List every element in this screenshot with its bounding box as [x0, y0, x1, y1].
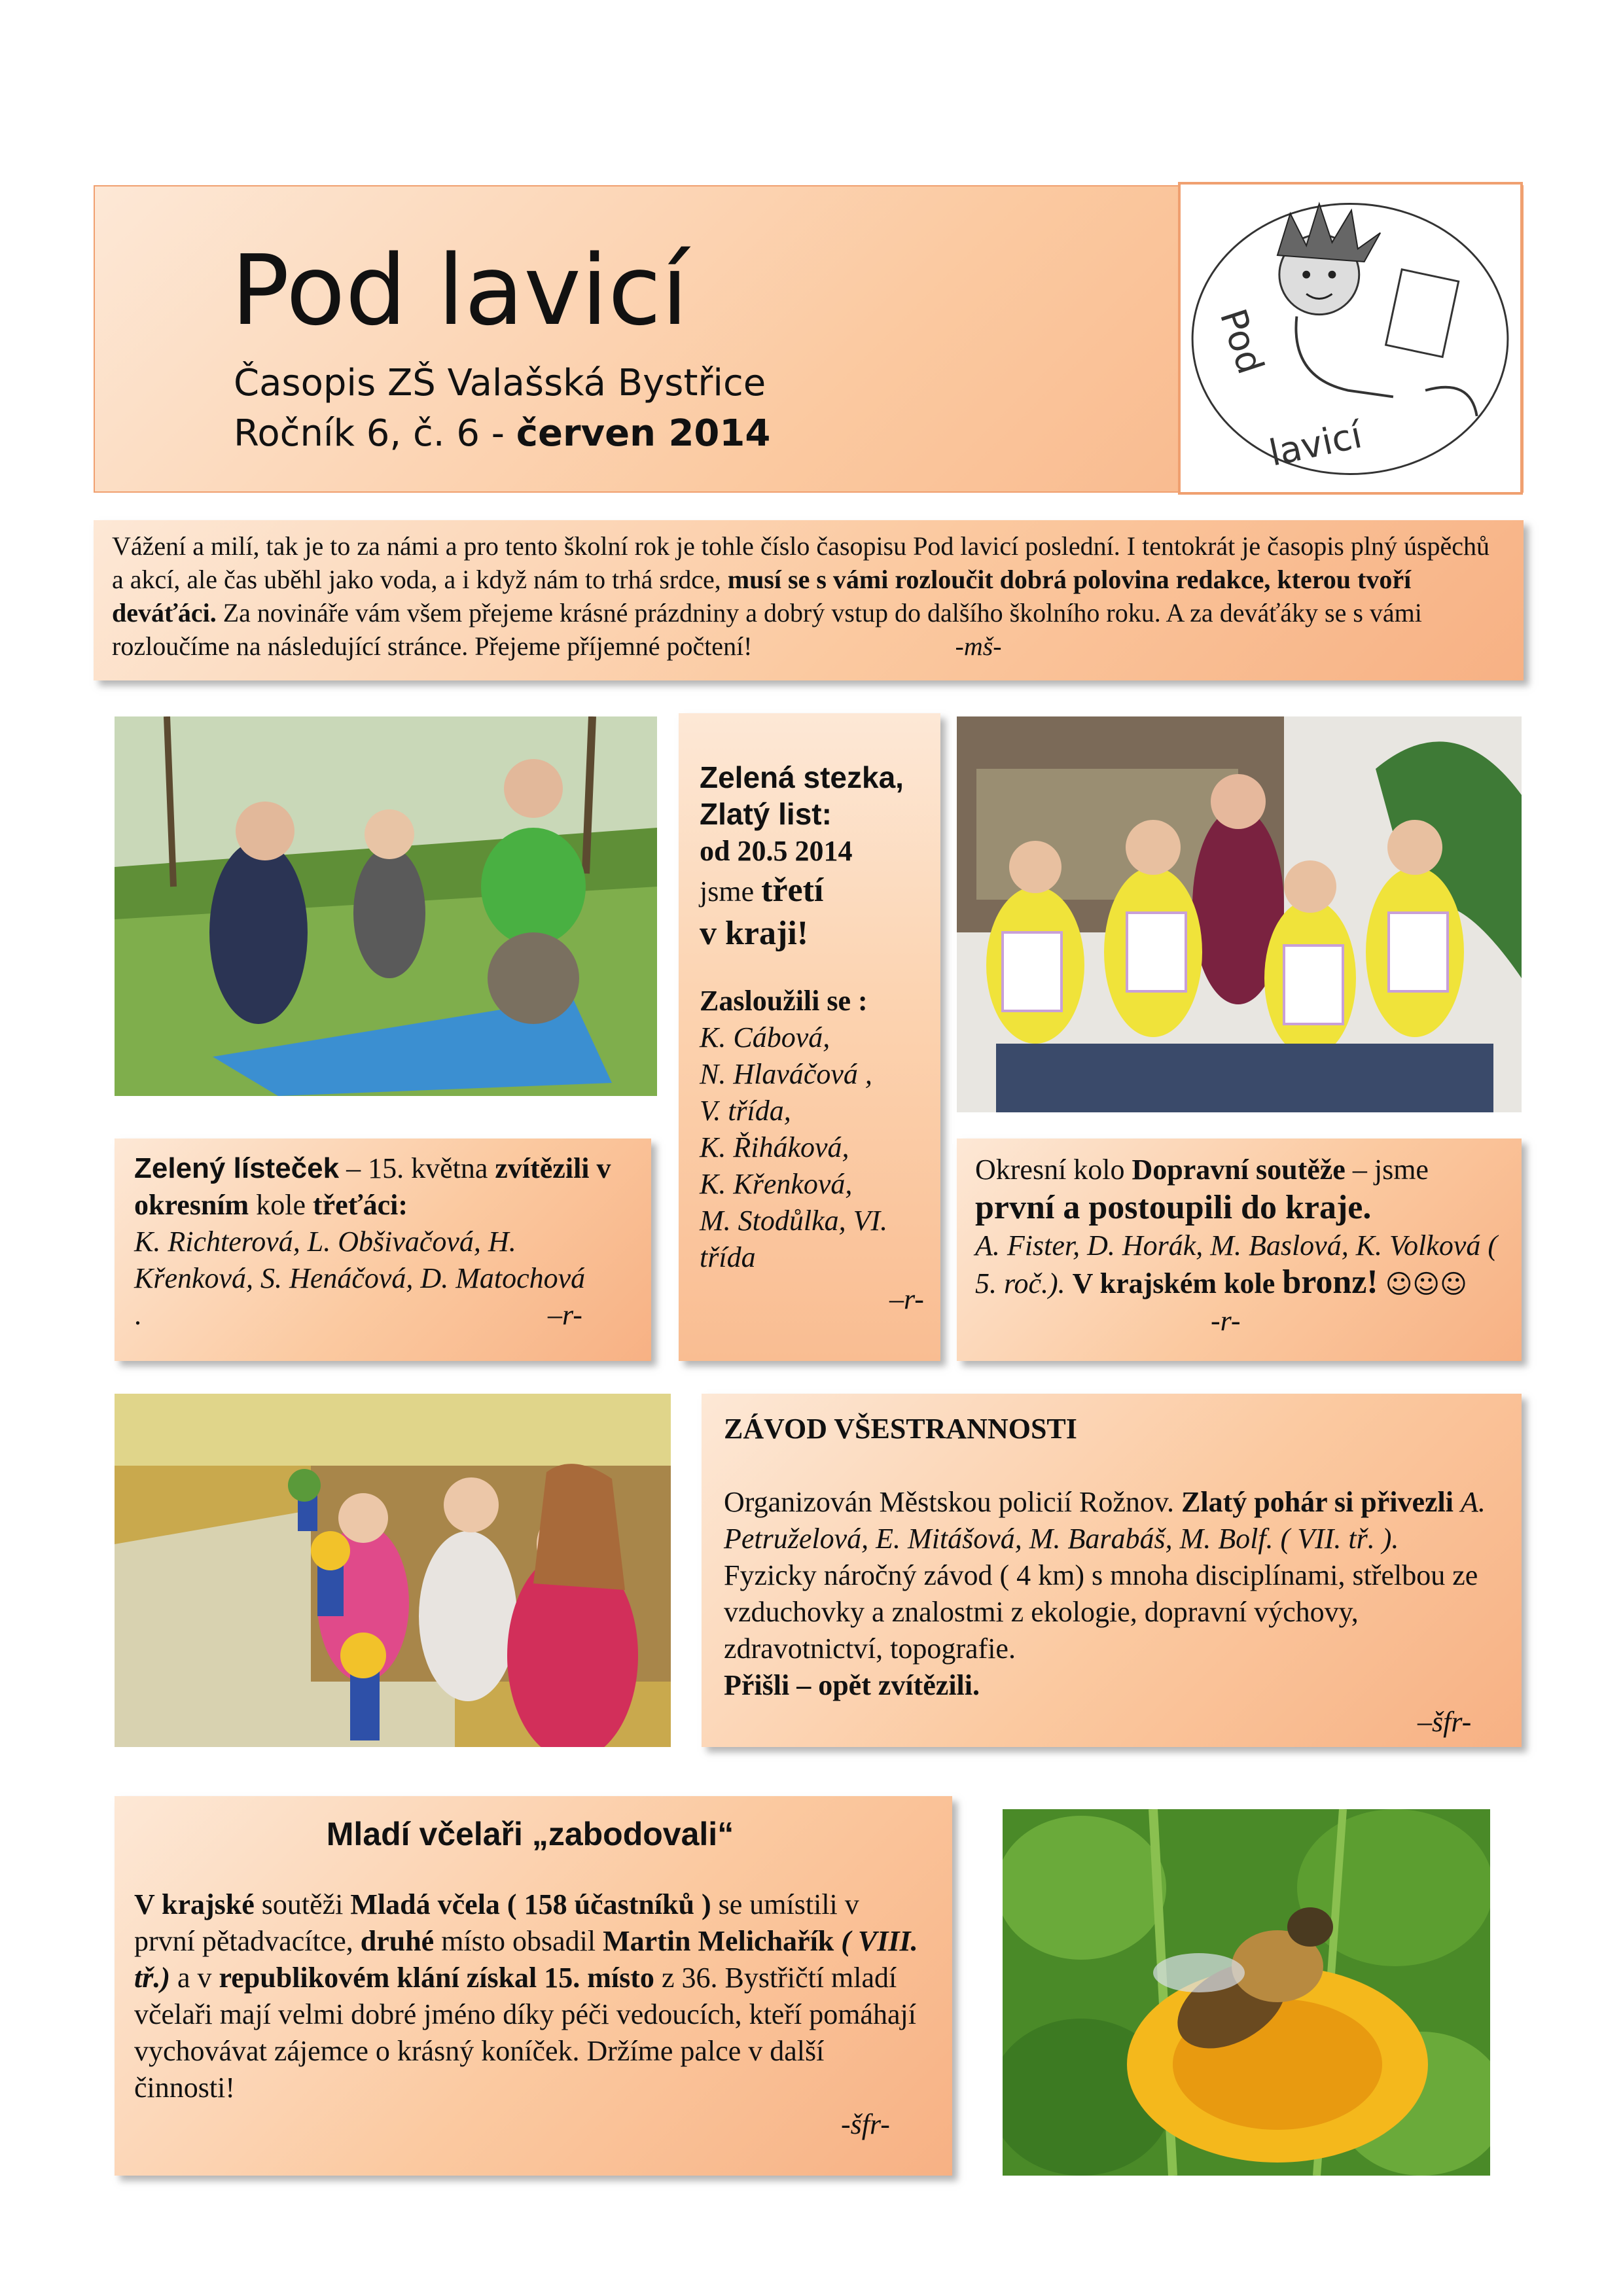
- issue-date: červen 2014: [516, 412, 771, 455]
- stezka-heading-2: Zlatý list:: [700, 797, 832, 831]
- vcelari-text: z 36. Bystřičtí mladí včelaři mají velmi dobré jméno díky péči vedoucích, kteří pomáhají vychovávat zájemce o krásný koníček. Držíme palce v další činnosti!: [134, 1962, 916, 2104]
- vcelari-box: [115, 1796, 952, 2176]
- vcelari-bold: Martin Melichařík: [603, 1925, 834, 1957]
- intro-text: Vážení a milí, tak je to za námi a pro tento školní rok je tohle číslo časopisu Pod lavicí poslední. I tentokrát je časopis plný úspěchů a akcí, ale čas uběhl jako voda, a i když nám to trhá srdce,: [112, 531, 1490, 594]
- article-title: ZÁVOD VŠESTRANNOSTI: [724, 1413, 1077, 1445]
- article-bold: zvítězili: [495, 1152, 590, 1184]
- dopravni-bold: Dopravní soutěže: [1132, 1154, 1346, 1186]
- dopravni-headline: první a postoupili do kraje.: [975, 1189, 1372, 1226]
- list-item: V. třída,: [700, 1095, 791, 1127]
- subtitle: Časopis ZŠ Valašská Bystřice: [234, 362, 766, 404]
- dot: .: [134, 1299, 141, 1331]
- intro-bold: musí se s vámi rozloučit dobrá polovina redakce, kterou tvoří deváťáci.: [112, 565, 1412, 627]
- dopravni-box: [957, 1139, 1522, 1361]
- signature: –šfr-: [1418, 1706, 1472, 1738]
- stezka-text: jsme: [700, 875, 755, 908]
- stezka-place: třetí: [761, 872, 824, 909]
- stezka-zaslouzili: Zasloužili se :: [700, 985, 868, 1017]
- intro-box: [94, 520, 1524, 680]
- photo-dopravni-winners: [957, 716, 1522, 1112]
- vcelari-bold: republikovém klání získal 15. místo: [219, 1962, 654, 1994]
- svg-text:Pod: Pod: [1211, 304, 1272, 380]
- stezka-names: [700, 1019, 927, 1276]
- zavod-result: Přišli – opět zvítězili.: [724, 1669, 980, 1701]
- article-title: Zelený lísteček: [134, 1152, 340, 1184]
- zelena-stezka-box: [679, 713, 940, 1361]
- zavod-text: Fyzicky náročný závod ( 4 km) s mnoha disciplínami, střelbou ze vzduchovky a znalostmi z ekologie, dopravní výchovy, zdravotnictví, topografie.: [724, 1559, 1478, 1665]
- logo: [1178, 182, 1523, 495]
- list-item: K. Cábová,: [700, 1021, 830, 1053]
- signature: –r-: [548, 1299, 582, 1331]
- list-item: M. Stodůlka, VI.: [700, 1205, 888, 1237]
- dopravni-text: Okresní kolo: [975, 1154, 1125, 1186]
- signature: -šfr-: [841, 2108, 890, 2140]
- photo-field-group: [115, 716, 657, 1096]
- stezka-date: od 20.5 2014: [700, 835, 853, 867]
- vcelari-text: se umístili v první pětadvacítce,: [134, 1888, 859, 1957]
- vcelari-text: soutěži: [261, 1888, 344, 1920]
- dopravni-bold: V krajském kole: [1072, 1267, 1275, 1299]
- vcelari-text: a v: [177, 1962, 212, 1994]
- signature: -mš-: [955, 631, 1002, 661]
- signature: -r-: [1211, 1305, 1241, 1337]
- logo-drawing: [1181, 185, 1520, 492]
- list-item: třída: [700, 1241, 756, 1273]
- list-item: K. Řiháková,: [700, 1131, 849, 1163]
- issue-line: [234, 412, 770, 455]
- stezka-heading-1: Zelená stezka,: [700, 760, 904, 794]
- article-text: kole: [256, 1189, 306, 1221]
- names-list: A. Fister, D. Horák, M. Baslová, K. Volková ( 5. roč.).: [975, 1229, 1497, 1299]
- vcelari-bold: Mladá včela ( 158 účastníků ): [350, 1888, 711, 1920]
- stezka-region: v kraji!: [700, 915, 809, 952]
- photo-children-flowers: [115, 1394, 671, 1747]
- zeleny-listecek-box: [115, 1139, 651, 1361]
- svg-text:lavicí: lavicí: [1265, 414, 1366, 474]
- article-text: – 15. května: [346, 1152, 488, 1184]
- vcelari-bold: V krajské: [134, 1888, 255, 1920]
- vcelari-bold: druhé: [360, 1925, 435, 1957]
- zavod-text: Organizován Městskou policií Rožnov.: [724, 1486, 1175, 1518]
- article-title: Mladí včelaři „zabodovali“: [326, 1816, 734, 1852]
- dopravni-bronze: bronz!: [1282, 1263, 1378, 1301]
- article-bold: v okresním: [134, 1152, 611, 1221]
- issue-number: Ročník 6, č. 6 -: [234, 412, 505, 455]
- zavod-box: [702, 1394, 1522, 1747]
- intro-text-2: Za novináře vám všem přejeme krásné prázdniny a dobrý vstup do dalšího školního roku. A za deváťáky se s vámi rozloučíme na následující stránce. Přejeme příjemné počtení!: [112, 598, 1422, 661]
- stezka-result: [700, 870, 927, 912]
- page-title: Pod lavicí: [231, 234, 688, 347]
- zavod-bold: Zlatý pohár si přivezli: [1181, 1486, 1454, 1518]
- names-list: K. Richterová, L. Obšivačová, H. Křenková, S. Henáčová, D. Matochová: [134, 1226, 586, 1294]
- vcelari-class: ( VIII. tř.): [134, 1925, 918, 1994]
- dopravni-text: – jsme: [1352, 1154, 1429, 1186]
- list-item: N. Hlaváčová ,: [700, 1058, 872, 1090]
- vcelari-text: místo obsadil: [441, 1925, 596, 1957]
- names-list: A. Petruželová, E. Mitášová, M. Barabáš, M. Bolf. ( VII. tř. ).: [724, 1486, 1486, 1555]
- photo-bee-dandelion: [1003, 1809, 1490, 2176]
- smileys: ☺☺☺: [1385, 1269, 1467, 1299]
- article-bold: třeťáci:: [312, 1189, 408, 1221]
- list-item: K. Křenková,: [700, 1168, 853, 1200]
- signature: –r-: [889, 1283, 924, 1315]
